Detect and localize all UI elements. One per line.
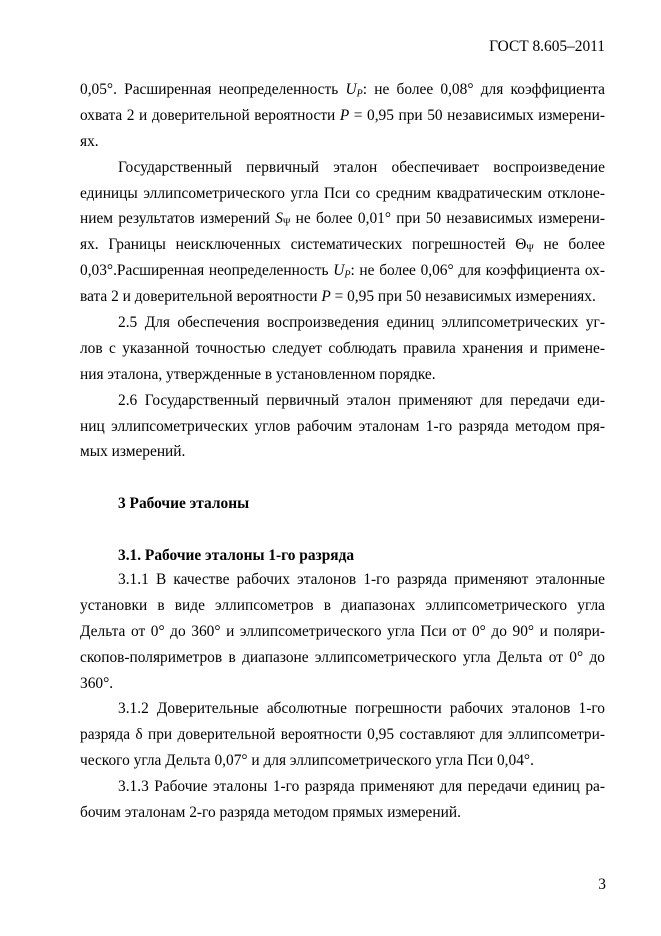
- text-run: лов с указанной точностью следует соблюдать правила хранения и примене-: [80, 339, 605, 357]
- text-run: разряда δ при доверительной вероятности 0,95 составляют для эллипсометри-: [80, 726, 605, 744]
- text-line: [80, 567, 605, 593]
- paragraph: [80, 696, 605, 774]
- text-line: [80, 232, 605, 258]
- text-run: P: [339, 106, 350, 124]
- text-run: не более 0,01° при 50 независимых измерени-: [290, 210, 605, 228]
- text-line: [80, 258, 605, 284]
- text-run: Государственный первичный эталон обеспечивает воспроизведение: [118, 158, 605, 176]
- text-line: [80, 103, 605, 129]
- text-line: [80, 593, 605, 619]
- section-heading-3: 3 Рабочие эталоны: [118, 495, 250, 512]
- text-run: вата 2 и доверительной вероятности: [80, 288, 322, 306]
- text-run: ниц эллипсометрических углов рабочим эталонам 1-го разряда методом пря-: [80, 417, 605, 435]
- text-line: [80, 129, 605, 155]
- text-run: 3.1.1 В качестве рабочих эталонов 1-го разряда применяют эталонные: [118, 571, 605, 588]
- text-line: [80, 645, 605, 671]
- text-run: S: [275, 210, 283, 228]
- text-line: [80, 774, 605, 800]
- text-line: [80, 748, 605, 774]
- text-run: = 0,95 при 50 независимых измерени-: [349, 106, 605, 124]
- text-line: [80, 619, 605, 645]
- text-run: единицы эллипсометрического угла Пси со средним квадратическим отклоне-: [80, 184, 605, 202]
- text-line: [80, 362, 605, 388]
- text-run: охвата 2 и доверительной вероятности: [80, 106, 340, 124]
- subscript: Ψ: [526, 243, 534, 255]
- text-run: 2.5 Для обеспечения воспроизведения единиц эллипсометрических уг-: [118, 314, 605, 332]
- text-line: [80, 671, 605, 697]
- text-run: Дельта от 0° до 360° и эллипсометрического угла Пси от 0° до 90° и поляри-: [80, 622, 605, 640]
- text-line: [80, 155, 605, 181]
- text-line: [80, 414, 605, 440]
- text-run: = 0,95 при 50 независимых измерениях.: [330, 288, 596, 306]
- paragraph: [80, 310, 605, 388]
- text-run: U: [333, 262, 345, 280]
- text-run: установки в виде эллипсометров в диапазонах эллипсометрического угла: [80, 596, 605, 614]
- page-number: 3: [598, 876, 606, 893]
- text-run: : не более 0,08° для коэффициента: [362, 81, 605, 98]
- text-line: [80, 722, 605, 748]
- subscript: P: [356, 88, 363, 100]
- paragraph: [80, 774, 605, 826]
- text-run: нием результатов измерений: [80, 210, 276, 228]
- text-run: 0,03°.Расширенная неопределенность: [80, 262, 334, 280]
- text-run: мых измерений.: [80, 443, 186, 461]
- text-run: 0,05°. Расширенная неопределенность: [80, 81, 346, 98]
- text-run: 2.6 Государственный первичный эталон применяют для передачи еди-: [118, 391, 605, 409]
- text-run: P: [321, 288, 331, 306]
- text-line: [80, 77, 605, 103]
- text-run: U: [345, 81, 357, 98]
- text-run: 360°.: [80, 674, 114, 692]
- text-run: ния эталона, утвержденные в установленном порядке.: [80, 365, 436, 383]
- section-heading-3-1: 3.1. Рабочие эталоны 1-го разряда: [118, 547, 355, 564]
- text-line: [80, 336, 605, 362]
- subscript: P: [344, 269, 351, 281]
- text-line: [80, 439, 605, 465]
- text-line: [80, 206, 605, 232]
- paragraph: [80, 77, 605, 155]
- text-run: : не более 0,06° для коэффициента ох-: [350, 262, 605, 280]
- text-line: [80, 696, 605, 722]
- text-run: ях. Границы неисключенных систематических погрешностей Θ: [80, 236, 527, 254]
- text-line: [80, 284, 605, 310]
- text-run: 3.1.3 Рабочие эталоны 1-го разряда применяют для передачи единиц ра-: [118, 778, 605, 796]
- body-text-bottom: [80, 567, 605, 826]
- text-line: [80, 388, 605, 414]
- document-id-header: ГОСТ 8.605–2011: [489, 38, 605, 55]
- subscript: Ψ: [282, 217, 291, 229]
- paragraph: [80, 388, 605, 466]
- text-run: 3.1.2 Доверительные абсолютные погрешности рабочих эталонов 1-го: [118, 700, 605, 718]
- text-run: не более: [533, 236, 605, 254]
- text-run: ях.: [80, 132, 99, 150]
- body-text-top: [80, 77, 605, 465]
- text-line: [80, 800, 605, 826]
- paragraph: [80, 155, 605, 310]
- text-run: ческого угла Дельта 0,07° и для эллипсометрического угла Пси 0,04°.: [80, 752, 534, 770]
- text-line: [80, 181, 605, 207]
- text-run: бочим эталонам 2-го разряда методом прямых измерений.: [80, 804, 461, 822]
- text-run: скопов-поляриметров в диапазоне эллипсометрического угла Дельта от 0° до: [80, 648, 605, 666]
- text-line: [80, 310, 605, 336]
- paragraph: [80, 567, 605, 696]
